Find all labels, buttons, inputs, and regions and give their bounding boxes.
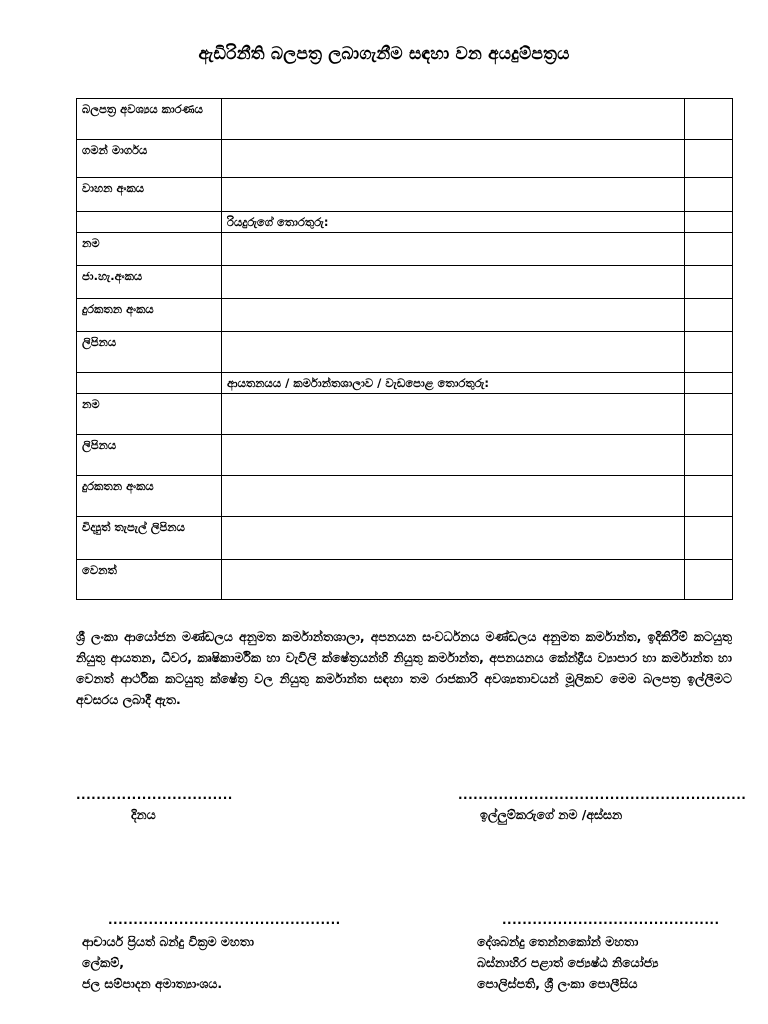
side-cell [685, 140, 733, 178]
side-cell [685, 435, 733, 476]
field-label: නම [77, 394, 222, 435]
side-cell [685, 99, 733, 140]
field-label: ජා.හැ.අංකය [77, 266, 222, 299]
field-label: වාහන අංකය [77, 178, 222, 212]
field-label: ගමන් මාර්ගය [77, 140, 222, 178]
date-dotted-line: ............................... [76, 788, 233, 802]
side-cell [685, 178, 733, 212]
field-label: ලිපිනය [77, 435, 222, 476]
field-value[interactable] [222, 233, 685, 266]
field-label: ලිපිනය [77, 332, 222, 373]
field-value[interactable] [222, 299, 685, 332]
field-value[interactable] [222, 476, 685, 517]
right-signature-dotted-line: ........................................... [502, 913, 720, 927]
right-signatory-name: දේශබන්දු තෙන්නකෝන් මහතා [477, 934, 639, 949]
right-signatory-title: බස්නාහිර පළාත් ජ්‍යෙෂ්ඨ නියෝජ්‍ය [477, 955, 659, 970]
table-row [77, 140, 733, 178]
field-label: නම [77, 233, 222, 266]
side-cell [685, 560, 733, 600]
table-row [77, 99, 733, 140]
field-value[interactable] [222, 140, 685, 178]
section-heading: රියදුරුගේ තොරතුරු: [222, 212, 685, 233]
section-heading: ආයතනයය / කර්මාන්තශාලාව / වැඩපොළ තොරතුරු: [222, 373, 685, 394]
application-form-table [76, 98, 733, 600]
field-value[interactable] [222, 517, 685, 560]
field-label: දුරකතන අංකය [77, 299, 222, 332]
table-row [77, 178, 733, 212]
applicant-label: ඉල්ලුම්කරුගේ නම /අස්සන [480, 807, 623, 822]
authorization-paragraph: ශ්‍රී ලංකා ආයෝජන මණ්ඩලය අනුමත කර්මාන්තශාලා, අපනයන සංවර්ධනය මණ්ඩලය අනුමත කර්මාන්ත, ඉදිකිරීම් කටයුතු නියුතු ආයතන, ධීවර, කෘෂිකාර්මික හා වැවිලි ක්ෂේත්‍රයන්හි නියුතු කර්මාන්ත, අපනයනය කේන්ද්‍රීය ව්‍යාපාර හා කර්මාන්ත හා වෙනත් ආර්ථික කටයුතු ක්ෂේත්‍ර වල නියුතු කර්මාන්ත සඳහා තම රාජකාරි අවශ්‍යතාවයන් මූලිකව මෙම බලපත්‍ර ඉල්ලීමට අවසරය ලබාදී ඇත. [76, 629, 732, 707]
field-value[interactable] [222, 560, 685, 600]
side-cell [685, 373, 733, 394]
field-label: විද්‍යුත් තැපැල් ලිපිනය [77, 517, 222, 560]
field-value[interactable] [222, 178, 685, 212]
side-cell [685, 266, 733, 299]
table-row [77, 394, 733, 435]
field-value[interactable] [222, 99, 685, 140]
side-cell [685, 517, 733, 560]
left-signature-dotted-line: .............................................. [108, 913, 341, 927]
table-row [77, 517, 733, 560]
side-cell [685, 332, 733, 373]
table-row [77, 266, 733, 299]
side-cell [685, 394, 733, 435]
field-value[interactable] [222, 266, 685, 299]
table-row [77, 560, 733, 600]
left-signatory-name: ආචාර්ය ප්‍රියත් බන්දු වික්‍රම මහතා [82, 934, 255, 949]
side-cell [685, 233, 733, 266]
field-value[interactable] [222, 332, 685, 373]
side-cell [685, 476, 733, 517]
table-row [77, 299, 733, 332]
field-value[interactable] [222, 394, 685, 435]
applicant-dotted-line: ......................................................... [458, 788, 747, 802]
section-row-driver [77, 212, 733, 233]
field-label: දුරකතන අංකය [77, 476, 222, 517]
date-label: දිනය [131, 807, 156, 822]
right-signatory-organization: පොලිස්පති, ශ්‍රී ලංකා පොලීසිය [477, 976, 638, 991]
table-row [77, 233, 733, 266]
form-title: ඇඩිරිනීති බලපත්‍ර ලබාගැනීම සඳහා වන අයදුම්පත්‍රය [198, 44, 570, 64]
side-cell [685, 299, 733, 332]
left-signatory-ministry: ජල සම්පාදන අමාත්‍යාංශය. [82, 976, 223, 991]
left-signatory-title: ලේකම්, [82, 955, 124, 970]
section-row-organization [77, 373, 733, 394]
field-label [77, 373, 222, 394]
table-row [77, 435, 733, 476]
field-label: වෙනත් [77, 560, 222, 600]
side-cell [685, 212, 733, 233]
field-label: බලපත්‍ර අවශ්‍යය කාරණය [77, 99, 222, 140]
field-label [77, 212, 222, 233]
table-row [77, 476, 733, 517]
table-row [77, 332, 733, 373]
field-value[interactable] [222, 435, 685, 476]
